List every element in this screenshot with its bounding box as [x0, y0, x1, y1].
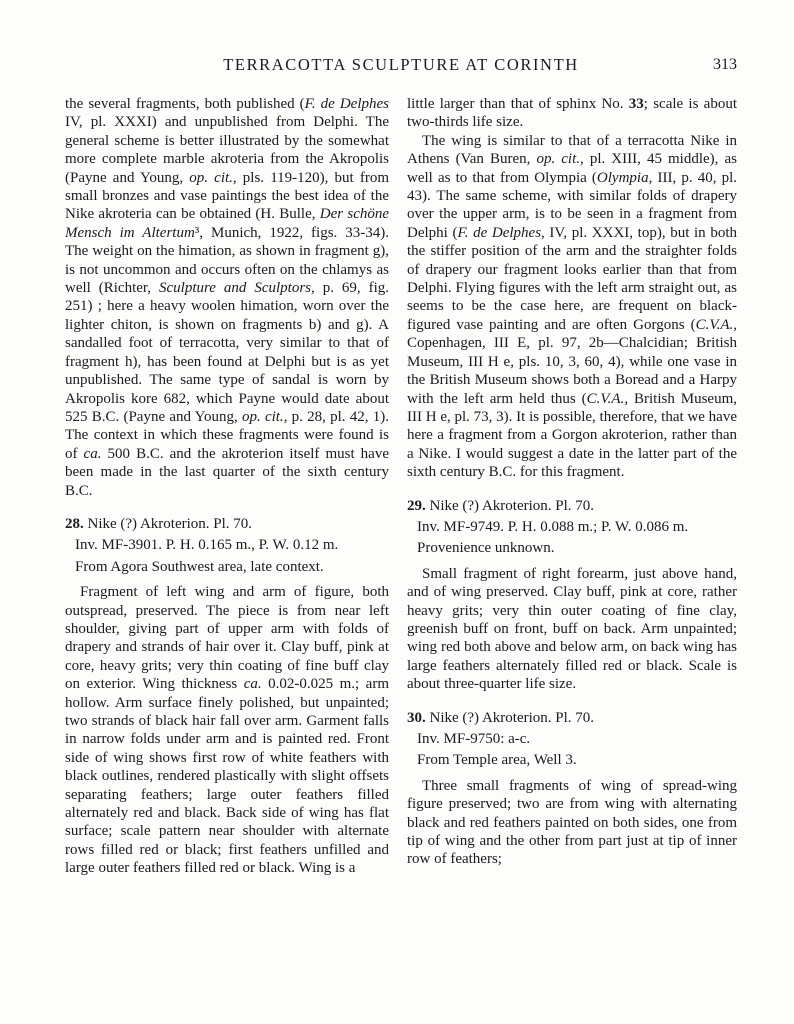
italic-run: F. de Delphes: [304, 96, 389, 112]
text-run: Nike (?) Akroterion. Pl. 70.: [425, 497, 595, 514]
text-run: 500 B.C. and the akroterion itself must have been made in the last quarter of the sixth century B.C.: [65, 445, 389, 499]
text-run: , British Museum, III H e, pl. 73, 3). It is possible, therefore, that we have here a fragment from a Gorgon akroterion, rather than a Nike. I would suggest a date in the latter part of the sixth century B.C. for this fragment.: [407, 390, 737, 481]
detail: [407, 751, 737, 769]
italic-run: C.V.A.: [586, 390, 625, 407]
entry-heading: [65, 515, 389, 533]
text-run: , Copenhagen, III E, pl. 97, 2b—Chalcidian; British Museum, III H e, pls. 10, 3, 60, 4), while one vase in the British Museum shows both a Boread and a Harpy with the left arm held thus (: [407, 316, 737, 407]
text-run: , IV, pl. XXXI, top), but in both the stiffer position of the arm and the straighter folds of drapery our fragment looks earlier than that from Delphi. Flying figures with the left arm straight out, as seems to be the case here, are frequent on black-figured vase painting and are often Gorgons (: [407, 224, 737, 333]
text-columns: [65, 95, 737, 878]
entry-heading: [407, 709, 737, 727]
paragraph: [407, 95, 737, 132]
text-run: IV, pl. XXXI) and unpublished from Delphi. The general scheme is better illustrated by the somewhat more complete marble akroteria from the Akropolis (Payne and Young,: [65, 114, 389, 186]
left-column: [65, 95, 389, 878]
detail: [407, 539, 737, 557]
page-header: [65, 55, 737, 76]
text-run: Inv. MF-9749. P. H. 0.088 m.; P. W. 0.086 m.: [417, 518, 689, 535]
bold-run: 29.: [407, 497, 426, 514]
paragraph: [407, 132, 737, 482]
text-run: Nike (?) Akroterion. Pl. 70.: [83, 515, 253, 532]
detail: [65, 536, 389, 554]
bold-run: 28.: [65, 515, 84, 532]
paragraph: [407, 777, 737, 869]
italic-run: op. cit.: [536, 151, 580, 168]
italic-run: op. cit.: [241, 408, 284, 425]
text-run: , pls. 119-120), but from small bronzes and vase paintings the best idea of the Nike akroteria can be obtained (H. Bulle,: [65, 169, 389, 223]
italic-run: C.V.A.: [695, 316, 734, 333]
text-run: Fragment of left wing and arm of figure, both outspread, preserved. The piece is from near left shoulder, giving part of upper arm with folds of drapery and strands of hair over it. Clay buff, pink at core, heavy grits; very thin coating of fine buff clay on exterior. Wing thickness: [65, 584, 389, 693]
italic-run: Olympia: [596, 169, 649, 186]
italic-run: Der schöne Mensch im Altertum: [65, 206, 390, 241]
page-number: 313: [713, 56, 737, 73]
paragraph: [65, 583, 389, 878]
text-run: , p. 69, fig. 251) ; here a heavy woolen himation, worn over the lighter chiton, is shown on fragments b) and g). A sandalled foot of terracotta, very similar to that of fragment h), has been found at Delphi but is as yet unpublished. The same type of sandal is worn by Akropolis kore 682, which Payne would date about 525 B.C. (Payne and Young,: [65, 280, 389, 425]
text-run: The wing is similar to that of a terracotta Nike in Athens (Van Buren,: [407, 132, 737, 168]
italic-run: op. cit.: [189, 169, 233, 186]
right-column: [407, 95, 737, 878]
text-run: Small fragment of right forearm, just above hand, and of wing preserved. Clay buff, pink at core, rather heavy grits; very thin outer coating of fine clay, greenish buff on front, buff on back. Arm unpainted; wing red both above and below arm, on back wing has large feathers alternately filled red or black. Scale is about three-quarter life size.: [407, 565, 737, 693]
text-run: ³, Munich, 1922, figs. 33-34). The weight on the himation, as shown in fragment g), is not uncommon and occurs often on the chlamys as well (Richter,: [65, 224, 389, 297]
text-run: , pl. XIII, 45 middle), as well as to that from Olympia (: [407, 151, 737, 186]
text-run: the several fragments, both published (: [65, 96, 305, 112]
text-run: ; scale is about two-thirds life size.: [407, 96, 737, 131]
bold-run: 30.: [407, 709, 426, 726]
italic-run: ca.: [243, 676, 262, 693]
text-run: 0.02-0.025 m.; arm hollow. Arm surface finely polished, but unpainted; two strands of black hair fall over arm. Garment falls in narrow folds under arm and is painted red. Front side of wing shows first row of white feathers with black outlines, rendered plastically with slight offsets separating feathers; large outer feathers filled alternately red and black. Back side of wing has flat surface; scale pattern near shoulder with alternate rows filled red or black; first feathers unfilled and large outer feathers filled red or black. Wing is a: [65, 676, 389, 877]
italic-run: F. de Delphes: [457, 224, 542, 241]
text-run: Inv. MF-3901. P. H. 0.165 m., P. W. 0.12 m.: [75, 537, 339, 554]
text-run: From Agora Southwest area, late context.: [75, 558, 324, 575]
text-run: Three small fragments of wing of spread-wing figure preserved; two are from wing with alternating black and red feathers painted on both sides, one from tip of wing and the other from part just at tip of inner row of feathers;: [407, 777, 737, 868]
detail: [407, 518, 737, 536]
italic-run: ca.: [83, 445, 102, 462]
text-run: Provenience unknown.: [417, 540, 555, 557]
text-run: little larger than that of sphinx No.: [407, 96, 629, 112]
text-run: , p. 28, pl. 42, 1). The context in which these fragments were found is of: [65, 408, 389, 462]
text-run: Nike (?) Akroterion. Pl. 70.: [425, 709, 595, 726]
entry-heading: [407, 497, 737, 515]
italic-run: Sculpture and Sculptors: [159, 280, 311, 297]
text-run: From Temple area, Well 3.: [417, 752, 577, 769]
running-title: TERRACOTTA SCULPTURE AT CORINTH: [223, 55, 579, 74]
detail: [407, 730, 737, 748]
bold-run: 33: [628, 96, 644, 112]
text-run: , III, p. 40, pl. 43). The same scheme, with similar folds of drapery over the upper arm, is to be seen in a fragment from Delphi (: [407, 169, 737, 241]
text-run: Inv. MF-9750: a-c.: [417, 731, 531, 747]
paragraph: [65, 95, 389, 500]
detail: [65, 558, 389, 576]
paragraph: [407, 565, 737, 694]
